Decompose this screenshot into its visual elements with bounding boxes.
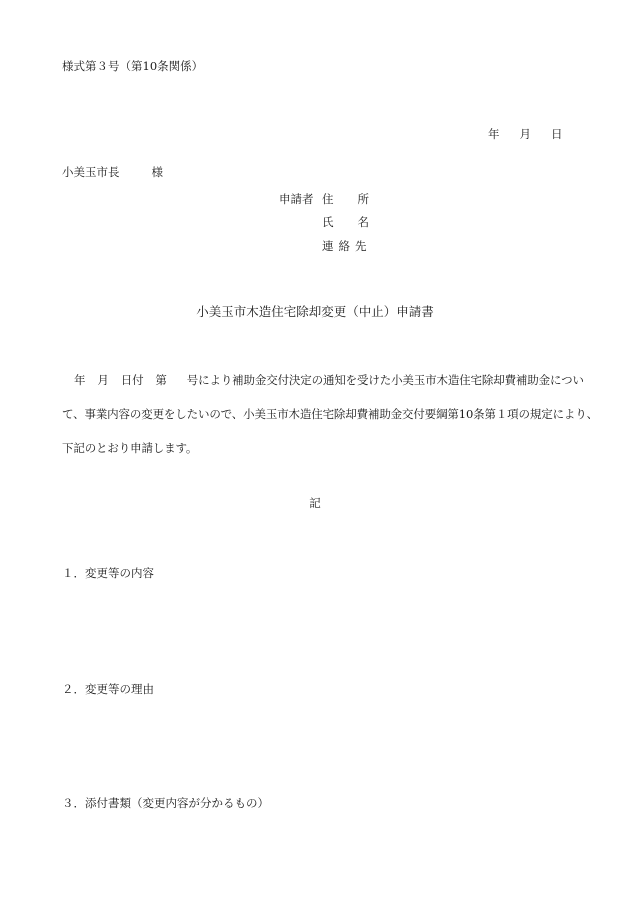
date-year-label: 年 bbox=[488, 127, 500, 141]
body-line-1-text: 号により補助金交付決定の通知を受けた小美玉市木造住宅除却費補助金につい bbox=[186, 373, 584, 387]
name-char-2: 名 bbox=[357, 215, 369, 229]
applicant-name-label bbox=[322, 216, 369, 230]
body-year: 年 bbox=[74, 373, 86, 387]
body-day: 日付 bbox=[120, 373, 144, 387]
address-char-1: 住 bbox=[322, 192, 334, 206]
address-char-2: 所 bbox=[357, 192, 369, 206]
form-number: 様式第３号（第10条関係） bbox=[62, 59, 204, 73]
body-line-3: 下記のとおり申請します。 bbox=[62, 441, 198, 455]
section-attachments: ３．添付書類（変更内容が分かるもの） bbox=[62, 796, 269, 810]
applicant-address-label bbox=[322, 193, 369, 207]
body-line-1 bbox=[62, 374, 584, 388]
body-number: 第 bbox=[155, 373, 167, 387]
contact-char-1: 連 bbox=[322, 239, 334, 253]
contact-char-2: 絡 bbox=[338, 239, 350, 253]
name-char-1: 氏 bbox=[322, 215, 334, 229]
ki-heading: 記 bbox=[309, 496, 321, 510]
body-month: 月 bbox=[97, 373, 109, 387]
section-change-reason: ２．変更等の理由 bbox=[62, 682, 154, 696]
section-change-content: １．変更等の内容 bbox=[62, 566, 154, 580]
addressee-honorific: 様 bbox=[151, 165, 163, 179]
document-title: 小美玉市木造住宅除却変更（中止）申請書 bbox=[196, 304, 434, 319]
body-line-2: て、事業内容の変更をしたいので、小美玉市木造住宅除却費補助金交付要綱第10条第１項の規定により、 bbox=[62, 407, 598, 421]
date-line bbox=[488, 128, 563, 142]
date-day-label: 日 bbox=[551, 127, 563, 141]
applicant-contact-label bbox=[322, 240, 367, 254]
addressee-name: 小美玉市長 bbox=[62, 165, 120, 179]
contact-char-3: 先 bbox=[355, 239, 367, 253]
applicant-label: 申請者 bbox=[279, 192, 314, 206]
addressee bbox=[62, 166, 163, 180]
date-month-label: 月 bbox=[519, 127, 531, 141]
